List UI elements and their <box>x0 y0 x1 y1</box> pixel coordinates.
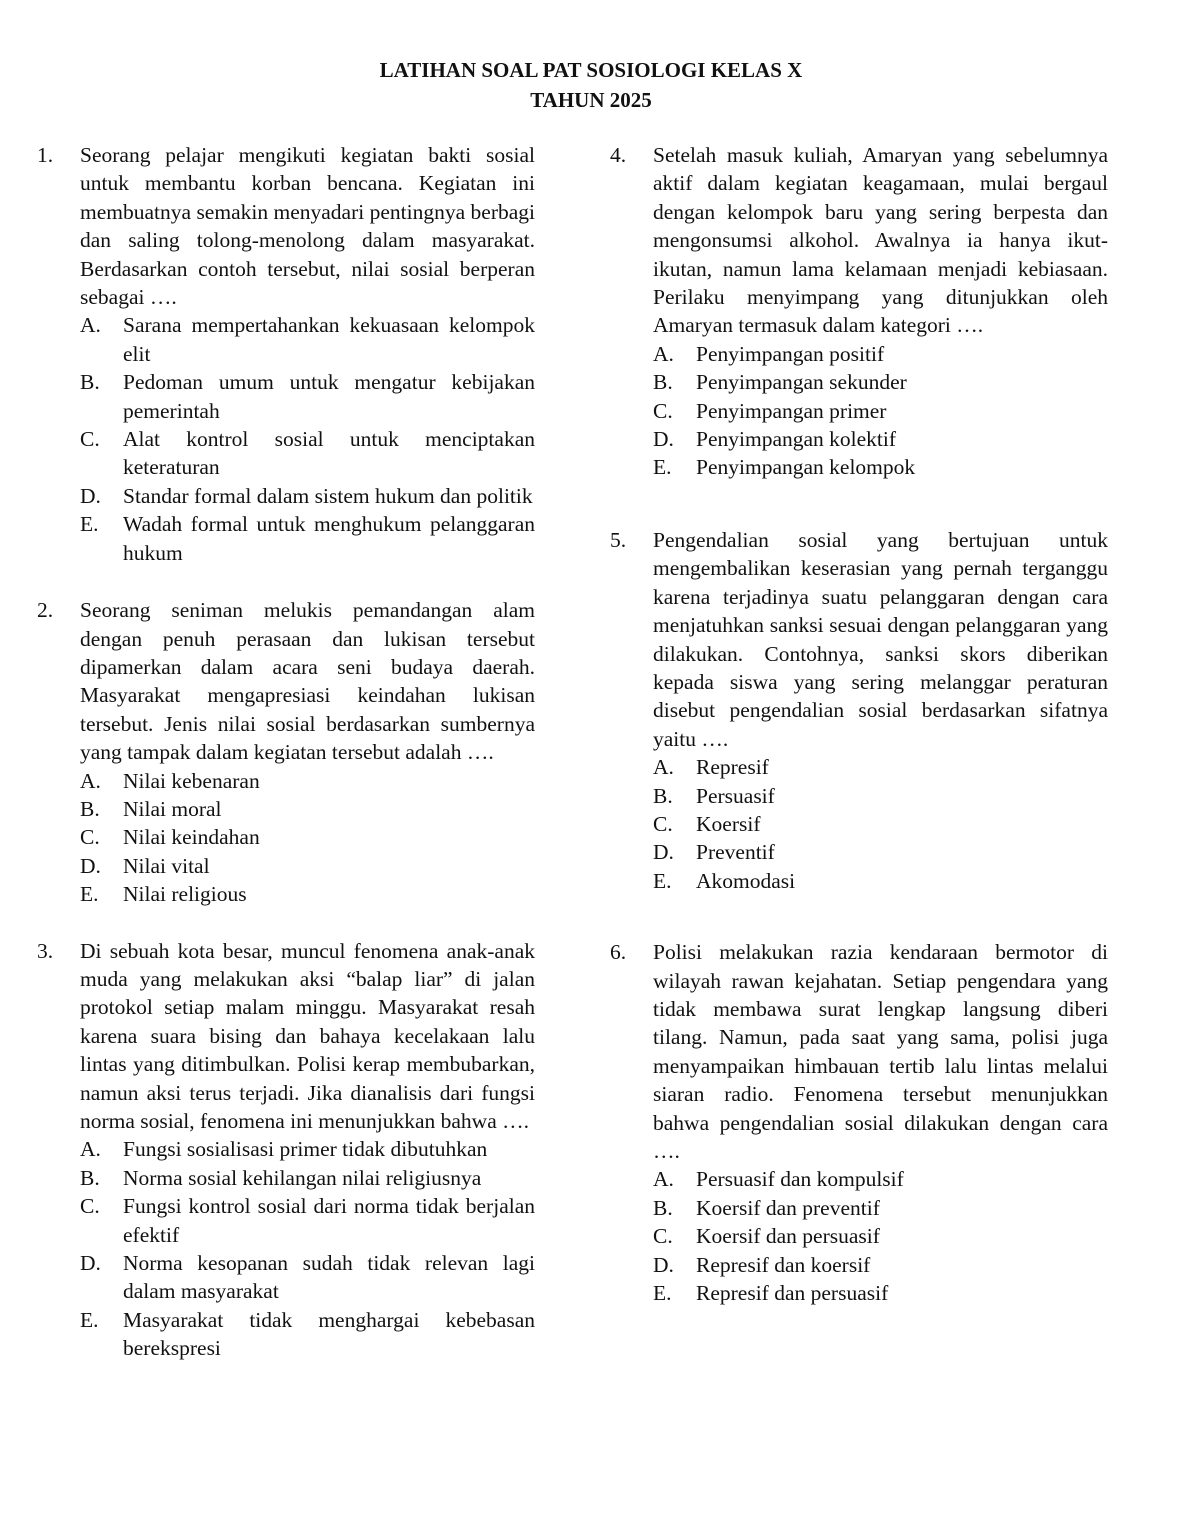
option-text: Represif dan persuasif <box>696 1281 889 1306</box>
option-text: Persuasif <box>696 783 775 808</box>
option-text: Persuasif dan kompulsif <box>696 1167 904 1192</box>
option-letter: D. <box>653 1252 674 1277</box>
option-text: Alat kontrol sosial untuk menciptakan keteraturan <box>123 427 535 480</box>
option-text: Norma sosial kehilangan nilai religiusnya <box>123 1165 482 1190</box>
option-text: Represif <box>696 755 769 780</box>
question-stem: Seorang seniman melukis pemandangan alam dengan penuh perasaan dan lukisan tersebut dipamerkan dalam acara seni budaya daerah. Masyarakat mengapresiasi keindahan lukisan tersebut. Jenis nilai sosial berdasarkan sumbernya yang tampak dalam kegiatan tersebut adalah …. <box>80 598 535 765</box>
option-letter: B. <box>80 370 100 395</box>
option-text: Wadah formal untuk menghukum pelanggaran hukum <box>123 512 535 565</box>
answer-option <box>80 311 535 368</box>
answer-option <box>80 823 535 851</box>
page-subtitle: TAHUN 2025 <box>530 88 652 112</box>
question-3 <box>37 937 535 1363</box>
answer-option <box>653 753 1108 781</box>
answer-option <box>653 340 1108 368</box>
option-letter: B. <box>80 796 100 821</box>
answer-option <box>653 1279 1108 1307</box>
question-1 <box>37 141 535 567</box>
option-text: Koersif dan preventif <box>696 1195 880 1220</box>
option-letter: A. <box>653 755 674 780</box>
question-number: 4. <box>610 143 627 167</box>
question-number: 1. <box>37 143 54 167</box>
option-text: Nilai religious <box>123 882 247 907</box>
answer-options <box>653 753 1108 895</box>
option-text: Koersif dan persuasif <box>696 1224 880 1249</box>
option-text: Penyimpangan kelompok <box>696 455 916 480</box>
option-letter: C. <box>653 811 673 836</box>
option-letter: B. <box>653 370 673 395</box>
option-letter: E. <box>653 1281 672 1306</box>
option-text: Masyarakat tidak menghargai kebebasan berekspresi <box>123 1307 535 1361</box>
answer-option <box>653 1165 1108 1193</box>
question-2 <box>37 596 535 908</box>
option-letter: E. <box>80 512 99 537</box>
option-text: Koersif <box>696 811 761 836</box>
question-number: 5. <box>610 527 627 552</box>
option-text: Standar formal dalam sistem hukum dan politik <box>123 483 533 508</box>
option-text: Penyimpangan positif <box>696 341 885 366</box>
question-stem: Polisi melakukan razia kendaraan bermotor di wilayah rawan kejahatan. Setiap pengendara yang tidak membawa surat lengkap langsung diberi tilang. Namun, pada saat yang sama, polisi juga menyampaikan himbauan tertib lalu lintas melalui siaran radio. Fenomena tersebut menunjukkan bahwa pengendalian sosial dilakukan dengan cara …. <box>653 940 1108 1163</box>
answer-options <box>653 1165 1108 1307</box>
answer-options <box>80 767 535 909</box>
answer-option <box>653 453 1108 481</box>
option-letter: A. <box>80 1137 101 1162</box>
answer-option <box>80 510 535 567</box>
option-letter: A. <box>80 313 101 338</box>
question-stem: Setelah masuk kuliah, Amaryan yang sebelumnya aktif dalam kegiatan keagamaan, mulai bergaul dengan kelompok baru yang sering berpesta dan mengonsumsi alkohol. Awalnya ia hanya ikut-ikutan, namun lama kelamaan menjadi kebiasaan. Perilaku menyimpang yang ditunjukkan oleh Amaryan termasuk dalam kategori …. <box>653 143 1108 338</box>
option-letter: D. <box>653 840 674 865</box>
question-number: 6. <box>610 940 627 965</box>
option-letter: E. <box>80 882 99 907</box>
option-letter: C. <box>80 825 100 850</box>
answer-option <box>80 1192 535 1249</box>
option-text: Penyimpangan kolektif <box>696 427 897 452</box>
question-stem: Di sebuah kota besar, muncul fenomena anak-anak muda yang melakukan aksi “balap liar” di jalan protokol setiap malam minggu. Masyarakat resah karena suara bising dan bahaya kecelakaan lalu lintas yang ditimbulkan. Polisi kerap membubarkan, namun aksi terus terjadi. Jika dianalisis dari fungsi norma sosial, fenomena ini menunjukkan bahwa …. <box>80 938 535 1133</box>
answer-option <box>653 1251 1108 1279</box>
option-text: Fungsi sosialisasi primer tidak dibutuhkan <box>123 1137 488 1162</box>
answer-option <box>80 852 535 880</box>
option-text: Nilai kebenaran <box>123 768 260 793</box>
answer-option <box>80 767 535 795</box>
answer-option <box>80 425 535 482</box>
answer-option <box>80 1164 535 1192</box>
question-stem: Seorang pelajar mengikuti kegiatan bakti sosial untuk membantu korban bencana. Kegiatan ini membuatnya semakin menyadari pentingnya berbagi dan saling tolong-menolong dalam masyarakat. Berdasarkan contoh tersebut, nilai sosial berperan sebagai …. <box>80 143 535 310</box>
answer-option <box>80 368 535 425</box>
option-letter: C. <box>80 427 100 452</box>
option-letter: B. <box>653 1195 673 1220</box>
option-text: Penyimpangan sekunder <box>696 370 907 395</box>
question-4 <box>610 141 1108 482</box>
option-letter: D. <box>80 483 101 508</box>
answer-option <box>653 368 1108 396</box>
option-letter: A. <box>80 768 101 793</box>
option-text: Akomodasi <box>696 868 796 893</box>
option-text: Preventif <box>696 840 775 865</box>
answer-option <box>80 1135 535 1163</box>
answer-option <box>80 1249 535 1306</box>
answer-option <box>80 482 535 510</box>
option-text: Fungsi kontrol sosial dari norma tidak berjalan efektif <box>123 1194 535 1247</box>
option-text: Pedoman umum untuk mengatur kebijakan pemerintah <box>123 370 535 423</box>
question-stem: Pengendalian sosial yang bertujuan untuk mengembalikan keserasian yang pernah terganggu karena terjadinya suatu pelanggaran dengan cara menjatuhkan sanksi sesuai dengan pelanggaran yang dilakukan. Contohnya, sanksi skors diberikan kepada siswa yang sering melanggar peraturan disebut pengendalian sosial berdasarkan sifatnya yaitu …. <box>653 527 1108 751</box>
answer-option <box>80 1306 535 1363</box>
page-title: LATIHAN SOAL PAT SOSIOLOGI KELAS X <box>379 58 803 82</box>
answer-option <box>653 1222 1108 1250</box>
right-column <box>610 141 1108 1307</box>
option-text: Represif dan koersif <box>696 1252 871 1277</box>
option-text: Norma kesopanan sudah tidak relevan lagi dalam masyarakat <box>123 1251 535 1304</box>
option-letter: A. <box>653 1167 674 1192</box>
answer-option <box>80 880 535 908</box>
option-letter: D. <box>653 427 674 452</box>
option-text: Nilai moral <box>123 796 222 821</box>
answer-option <box>653 397 1108 425</box>
question-number: 3. <box>37 938 54 963</box>
option-letter: E. <box>80 1307 99 1332</box>
answer-option <box>653 425 1108 453</box>
answer-option <box>653 810 1108 838</box>
option-text: Nilai vital <box>123 853 210 878</box>
answer-options <box>80 1135 535 1362</box>
option-letter: A. <box>653 341 674 366</box>
answer-option <box>80 795 535 823</box>
option-text: Nilai keindahan <box>123 825 260 850</box>
answer-option <box>653 838 1108 866</box>
option-letter: E. <box>653 868 672 893</box>
question-number: 2. <box>37 598 54 623</box>
answer-option <box>653 782 1108 810</box>
option-letter: D. <box>80 1251 101 1276</box>
question-6 <box>610 938 1108 1307</box>
option-letter: D. <box>80 853 101 878</box>
option-letter: C. <box>80 1194 100 1219</box>
answer-options <box>80 311 535 567</box>
answer-option <box>653 867 1108 895</box>
option-text: Sarana mempertahankan kekuasaan kelompok elit <box>123 313 535 366</box>
option-letter: C. <box>653 1224 673 1249</box>
question-5 <box>610 526 1108 895</box>
answer-option <box>653 1194 1108 1222</box>
answer-options <box>653 340 1108 482</box>
option-letter: E. <box>653 455 672 480</box>
option-text: Penyimpangan primer <box>696 398 887 423</box>
option-letter: C. <box>653 398 673 423</box>
option-letter: B. <box>80 1165 100 1190</box>
option-letter: B. <box>653 783 673 808</box>
left-column <box>37 141 535 1363</box>
